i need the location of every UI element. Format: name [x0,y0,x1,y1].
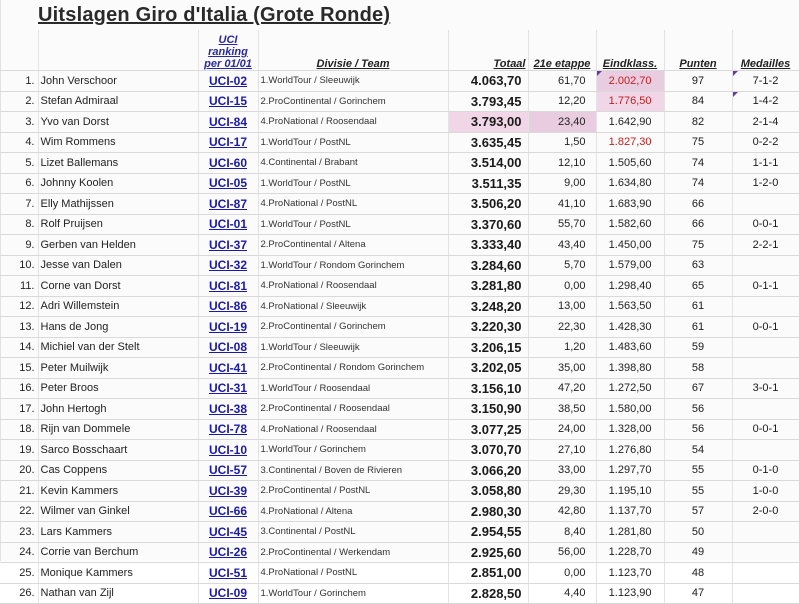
rank-cell: 9. [0,235,38,256]
klass-cell: 1.123,90 [596,583,664,604]
team-cell: 2.ProContinental / PostNL [258,481,448,502]
medals-cell [732,296,799,317]
klass-cell: 1.228,70 [596,542,664,563]
total-cell: 3.511,35 [448,173,528,194]
stage-cell: 5,70 [528,255,596,276]
klass-cell: 1.483,60 [596,337,664,358]
total-cell: 3.070,70 [448,440,528,461]
team-cell: 1.WorldTour / PostNL [258,173,448,194]
rank-cell: 6. [0,173,38,194]
rank-cell: 5. [0,153,38,174]
stage-cell: 55,70 [528,214,596,235]
klass-cell: 1.634,80 [596,173,664,194]
table-row [0,173,799,194]
name-cell: Wim Rommens [38,132,198,153]
uci-link[interactable]: UCI-66 [198,501,258,522]
uci-link[interactable]: UCI-39 [198,481,258,502]
rank-header [0,30,38,71]
rank-cell: 23. [0,522,38,543]
medals-cell: 0-0-1 [732,317,799,338]
team-cell: 4.ProNational / Roosendaal [258,419,448,440]
total-cell: 3.506,20 [448,194,528,215]
uci-link[interactable]: UCI-01 [198,214,258,235]
stage-cell: 61,70 [528,71,596,92]
points-cell: 63 [664,255,732,276]
medals-header[interactable]: Medailles [732,30,799,71]
total-cell: 3.793,45 [448,91,528,112]
medals-cell [732,255,799,276]
medals-cell: 1-4-2 [732,91,799,112]
table-row [0,235,799,256]
rank-cell: 15. [0,358,38,379]
team-cell: 4.ProNational / Roosendaal [258,112,448,133]
total-cell: 3.514,00 [448,153,528,174]
stage-cell: 4,40 [528,583,596,604]
stage-cell: 0,00 [528,276,596,297]
table-row [0,153,799,174]
stage-cell: 12,10 [528,153,596,174]
klass-cell: 1.428,30 [596,317,664,338]
team-cell: 4.ProNational / Altena [258,501,448,522]
points-cell: 58 [664,358,732,379]
stage-cell: 8,40 [528,522,596,543]
points-cell: 49 [664,542,732,563]
stage-cell: 23,40 [528,112,596,133]
uci-link[interactable]: UCI-51 [198,563,258,584]
total-cell: 4.063,70 [448,71,528,92]
klass-header[interactable]: Eindklass. [596,30,664,71]
team-cell: 2.ProContinental / Gorinchem [258,317,448,338]
total-cell: 3.284,60 [448,255,528,276]
team-cell: 3.Continental / PostNL [258,522,448,543]
total-cell: 3.156,10 [448,378,528,399]
stage-cell: 47,20 [528,378,596,399]
medals-cell [732,194,799,215]
klass-cell: 2.002,70 [596,71,664,92]
team-cell: 1.WorldTour / Gorinchem [258,583,448,604]
name-cell: Jesse van Dalen [38,255,198,276]
klass-cell: 1.580,00 [596,399,664,420]
uci-link[interactable]: UCI-87 [198,194,258,215]
table-row [0,563,799,584]
table-row [0,501,799,522]
uci-link[interactable]: UCI-19 [198,317,258,338]
uci-link[interactable]: UCI-32 [198,255,258,276]
sheet-title: Uitslagen Giro d'Italia (Grote Ronde) [38,4,391,26]
uci-link[interactable]: UCI-41 [198,358,258,379]
medals-cell: 2-1-4 [732,112,799,133]
table-row [0,255,799,276]
stage-cell: 9,00 [528,173,596,194]
total-cell: 3.793,00 [448,112,528,133]
total-cell: 2.954,55 [448,522,528,543]
total-cell: 3.206,15 [448,337,528,358]
points-cell: 67 [664,378,732,399]
stage-cell: 42,80 [528,501,596,522]
uci-link[interactable]: UCI-09 [198,583,258,604]
klass-cell: 1.642,90 [596,112,664,133]
team-cell: 4.ProNational / PostNL [258,563,448,584]
rank-cell: 2. [0,91,38,112]
medals-cell [732,337,799,358]
team-cell: 1.WorldTour / Sleeuwijk [258,71,448,92]
name-cell: Wilmer van Ginkel [38,501,198,522]
stage-cell: 56,00 [528,542,596,563]
results-table [0,30,799,604]
medals-cell [732,399,799,420]
table-row [0,583,799,604]
table-row [0,214,799,235]
uci-link[interactable]: UCI-31 [198,378,258,399]
rank-cell: 3. [0,112,38,133]
table-row [0,296,799,317]
stage-cell: 0,00 [528,563,596,584]
name-cell: Corne van Dorst [38,276,198,297]
table-row [0,91,799,112]
points-header[interactable]: Punten [664,30,732,71]
klass-cell: 1.195,10 [596,481,664,502]
name-cell: Lars Kammers [38,522,198,543]
medals-cell: 1-1-1 [732,153,799,174]
stage-cell: 38,50 [528,399,596,420]
klass-cell: 1.137,70 [596,501,664,522]
rank-cell: 13. [0,317,38,338]
medals-cell: 0-1-1 [732,276,799,297]
rank-cell: 22. [0,501,38,522]
stage-cell: 13,00 [528,296,596,317]
uci-link[interactable]: UCI-02 [198,71,258,92]
team-header[interactable]: Divisie / Team [258,30,448,71]
stage-cell: 41,10 [528,194,596,215]
uci-header[interactable]: UCI ranking per 01/01 [198,30,258,71]
uci-link[interactable]: UCI-10 [198,440,258,461]
points-cell: 56 [664,419,732,440]
table-row [0,399,799,420]
name-cell: Monique Kammers [38,563,198,584]
total-header[interactable]: Totaal [448,30,528,71]
table-row [0,71,799,92]
rank-cell: 16. [0,378,38,399]
uci-link[interactable]: UCI-81 [198,276,258,297]
name-cell: Rolf Pruijsen [38,214,198,235]
name-cell: Hans de Jong [38,317,198,338]
stage-cell: 29,30 [528,481,596,502]
stage-cell: 24,00 [528,419,596,440]
name-cell: Adri Willemstein [38,296,198,317]
uci-link[interactable]: UCI-86 [198,296,258,317]
klass-cell: 1.297,70 [596,460,664,481]
team-cell: 4.Continental / Brabant [258,153,448,174]
klass-cell: 1.582,60 [596,214,664,235]
points-cell: 47 [664,583,732,604]
points-cell: 65 [664,276,732,297]
points-cell: 55 [664,481,732,502]
klass-cell: 1.398,80 [596,358,664,379]
table-row [0,419,799,440]
team-cell: 2.ProContinental / Roosendaal [258,399,448,420]
medals-cell: 0-0-1 [732,419,799,440]
stage-cell: 1,20 [528,337,596,358]
name-cell: John Hertogh [38,399,198,420]
table-row [0,378,799,399]
name-cell: Peter Broos [38,378,198,399]
name-cell: Yvo van Dorst [38,112,198,133]
team-cell: 1.WorldTour / Rondom Gorinchem [258,255,448,276]
uci-link[interactable]: UCI-15 [198,91,258,112]
klass-cell: 1.272,50 [596,378,664,399]
uci-link[interactable]: UCI-45 [198,522,258,543]
stage-cell: 12,20 [528,91,596,112]
medals-cell [732,358,799,379]
medals-cell: 7-1-2 [732,71,799,92]
table-row [0,358,799,379]
team-cell: 1.WorldTour / Sleeuwijk [258,337,448,358]
stage-cell: 1,50 [528,132,596,153]
klass-cell: 1.298,40 [596,276,664,297]
points-cell: 55 [664,460,732,481]
points-cell: 82 [664,112,732,133]
table-row [0,481,799,502]
klass-cell: 1.683,90 [596,194,664,215]
total-cell: 3.281,80 [448,276,528,297]
points-cell: 50 [664,522,732,543]
total-cell: 2.828,50 [448,583,528,604]
stage-cell: 33,00 [528,460,596,481]
total-cell: 2.851,00 [448,563,528,584]
name-cell: Nathan van Zijl [38,583,198,604]
medals-cell: 0-2-2 [732,132,799,153]
points-cell: 75 [664,235,732,256]
points-cell: 66 [664,214,732,235]
name-cell: Elly Mathijssen [38,194,198,215]
total-cell: 3.066,20 [448,460,528,481]
stage-cell: 22,30 [528,317,596,338]
points-cell: 74 [664,173,732,194]
total-cell: 2.925,60 [448,542,528,563]
points-cell: 66 [664,194,732,215]
team-cell: 3.Continental / Boven de Rivieren [258,460,448,481]
uci-link[interactable]: UCI-37 [198,235,258,256]
points-cell: 61 [664,317,732,338]
points-cell: 48 [664,563,732,584]
rank-cell: 7. [0,194,38,215]
total-cell: 3.202,05 [448,358,528,379]
rank-cell: 19. [0,440,38,461]
team-cell: 4.ProNational / Roosendaal [258,276,448,297]
name-cell: Rijn van Dommele [38,419,198,440]
klass-cell: 1.827,30 [596,132,664,153]
name-cell: Michiel van der Stelt [38,337,198,358]
team-cell: 1.WorldTour / Roosendaal [258,378,448,399]
medals-cell [732,583,799,604]
points-cell: 74 [664,153,732,174]
team-cell: 1.WorldTour / PostNL [258,214,448,235]
points-cell: 59 [664,337,732,358]
name-cell: Corrie van Berchum [38,542,198,563]
name-cell: Gerben van Helden [38,235,198,256]
klass-cell: 1.776,50 [596,91,664,112]
klass-cell: 1.450,00 [596,235,664,256]
points-cell: 56 [664,399,732,420]
rank-cell: 24. [0,542,38,563]
name-cell: Lizet Ballemans [38,153,198,174]
uci-link[interactable]: UCI-08 [198,337,258,358]
team-cell: 1.WorldTour / PostNL [258,132,448,153]
rank-cell: 10. [0,255,38,276]
table-row [0,317,799,338]
rank-cell: 4. [0,132,38,153]
medals-cell [732,440,799,461]
total-cell: 3.220,30 [448,317,528,338]
stage-header[interactable]: 21e etappe [528,30,596,71]
points-cell: 84 [664,91,732,112]
rank-cell: 1. [0,71,38,92]
klass-cell: 1.281,80 [596,522,664,543]
uci-link[interactable]: UCI-05 [198,173,258,194]
stage-cell: 27,10 [528,440,596,461]
uci-link[interactable]: UCI-60 [198,153,258,174]
uci-link[interactable]: UCI-78 [198,419,258,440]
klass-cell: 1.276,80 [596,440,664,461]
points-cell: 97 [664,71,732,92]
team-cell: 2.ProContinental / Altena [258,235,448,256]
rank-cell: 26. [0,583,38,604]
header-row [0,30,799,71]
uci-link[interactable]: UCI-57 [198,460,258,481]
total-cell: 3.248,20 [448,296,528,317]
medals-cell [732,563,799,584]
table-row [0,194,799,215]
total-cell: 3.077,25 [448,419,528,440]
name-cell: Cas Coppens [38,460,198,481]
team-cell: 2.ProContinental / Werkendam [258,542,448,563]
total-cell: 3.635,45 [448,132,528,153]
team-cell: 1.WorldTour / Gorinchem [258,440,448,461]
uci-link[interactable]: UCI-84 [198,112,258,133]
rank-cell: 14. [0,337,38,358]
medals-cell: 2-0-0 [732,501,799,522]
total-cell: 2.980,30 [448,501,528,522]
medals-cell: 1-0-0 [732,481,799,502]
table-row [0,542,799,563]
team-cell: 2.ProContinental / Rondom Gorinchem [258,358,448,379]
table-row [0,276,799,297]
rank-cell: 18. [0,419,38,440]
medals-cell: 2-2-1 [732,235,799,256]
name-cell: Johnny Koolen [38,173,198,194]
points-cell: 75 [664,132,732,153]
uci-link[interactable]: UCI-17 [198,132,258,153]
rank-cell: 17. [0,399,38,420]
points-cell: 57 [664,501,732,522]
klass-cell: 1.505,60 [596,153,664,174]
name-cell: Peter Muilwijk [38,358,198,379]
rank-cell: 25. [0,563,38,584]
table-row [0,440,799,461]
team-cell: 4.ProNational / Sleeuwijk [258,296,448,317]
rank-cell: 11. [0,276,38,297]
name-cell: Sarco Bosschaart [38,440,198,461]
table-row [0,337,799,358]
medals-cell: 1-2-0 [732,173,799,194]
total-cell: 3.333,40 [448,235,528,256]
team-cell: 2.ProContinental / Gorinchem [258,91,448,112]
total-cell: 3.150,90 [448,399,528,420]
stage-cell: 43,40 [528,235,596,256]
medals-cell: 0-0-1 [732,214,799,235]
medals-cell [732,522,799,543]
rank-cell: 21. [0,481,38,502]
total-cell: 3.058,80 [448,481,528,502]
rank-cell: 8. [0,214,38,235]
klass-cell: 1.579,00 [596,255,664,276]
points-cell: 61 [664,296,732,317]
uci-link[interactable]: UCI-38 [198,399,258,420]
team-cell: 4.ProNational / PostNL [258,194,448,215]
name-cell: Stefan Admiraal [38,91,198,112]
stage-cell: 35,00 [528,358,596,379]
table-row [0,522,799,543]
name-cell: Kevin Kammers [38,481,198,502]
table-row [0,460,799,481]
name-header [38,30,198,71]
points-cell: 54 [664,440,732,461]
medals-cell [732,542,799,563]
uci-link[interactable]: UCI-26 [198,542,258,563]
rank-cell: 12. [0,296,38,317]
klass-cell: 1.123,70 [596,563,664,584]
rank-cell: 20. [0,460,38,481]
medals-cell: 3-0-1 [732,378,799,399]
klass-cell: 1.563,50 [596,296,664,317]
table-row [0,112,799,133]
total-cell: 3.370,60 [448,214,528,235]
table-row [0,132,799,153]
medals-cell: 0-1-0 [732,460,799,481]
name-cell: John Verschoor [38,71,198,92]
klass-cell: 1.328,00 [596,419,664,440]
